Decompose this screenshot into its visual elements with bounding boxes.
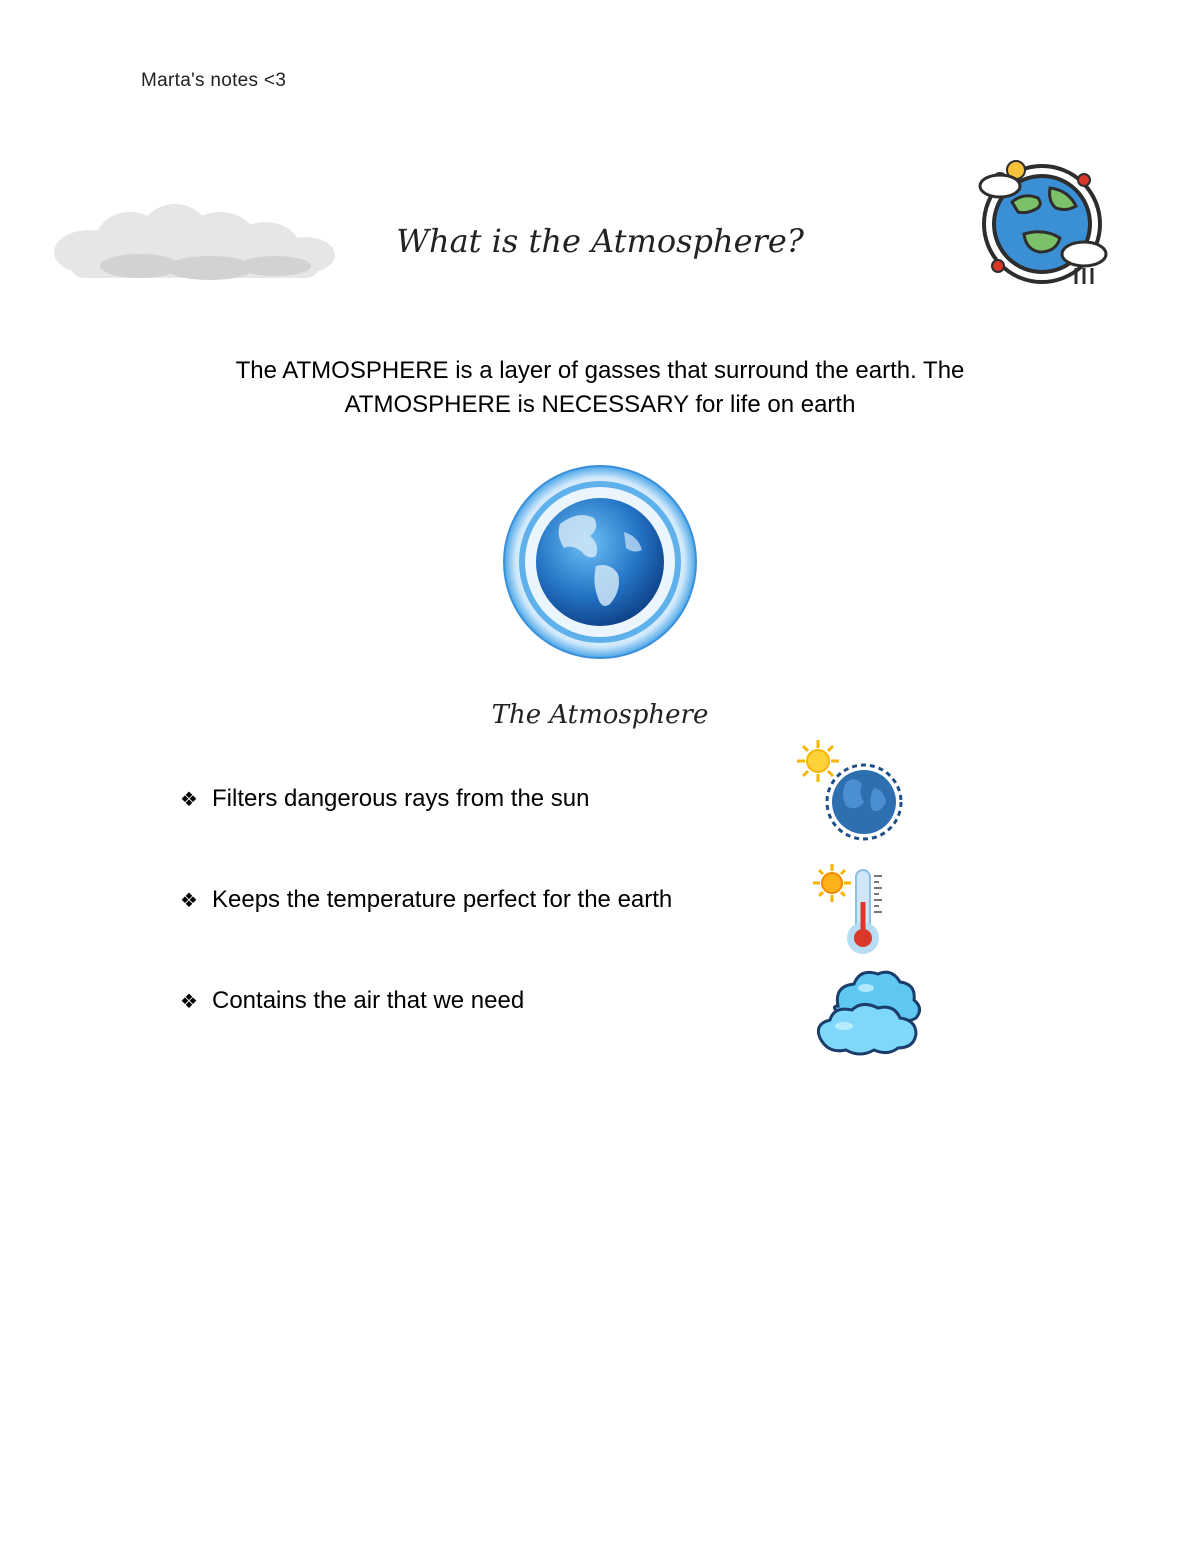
grey-cloud-icon (50, 200, 340, 290)
bullet-diamond-icon: ❖ (180, 990, 198, 1013)
thermometer-sun-icon (812, 862, 892, 958)
sun-earth-icon (796, 738, 908, 842)
page-title: What is the Atmosphere? (396, 222, 804, 260)
bullet-diamond-icon: ❖ (180, 889, 198, 912)
list-item (180, 886, 800, 914)
bullet-diamond-icon: ❖ (180, 788, 198, 811)
list-item (180, 987, 800, 1015)
list-item (180, 785, 800, 813)
list-item-text: Contains the air that we need (212, 987, 525, 1014)
intro-line-2: ATMOSPHERE is NECESSARY for life on earth (344, 391, 856, 418)
list-item-text: Filters dangerous rays from the sun (212, 785, 590, 812)
intro-line-1: The ATMOSPHERE is a layer of gasses that surround the earth. The (235, 357, 965, 384)
intro-paragraph (160, 354, 1040, 422)
author-note: Marta's notes <3 (141, 70, 287, 91)
blue-cloud-icon (808, 962, 928, 1062)
list-item-text: Keeps the temperature perfect for the earth (212, 886, 673, 913)
earth-atmosphere-image (500, 462, 700, 662)
image-caption: The Atmosphere (491, 700, 709, 730)
globe-weather-icon (972, 158, 1112, 293)
